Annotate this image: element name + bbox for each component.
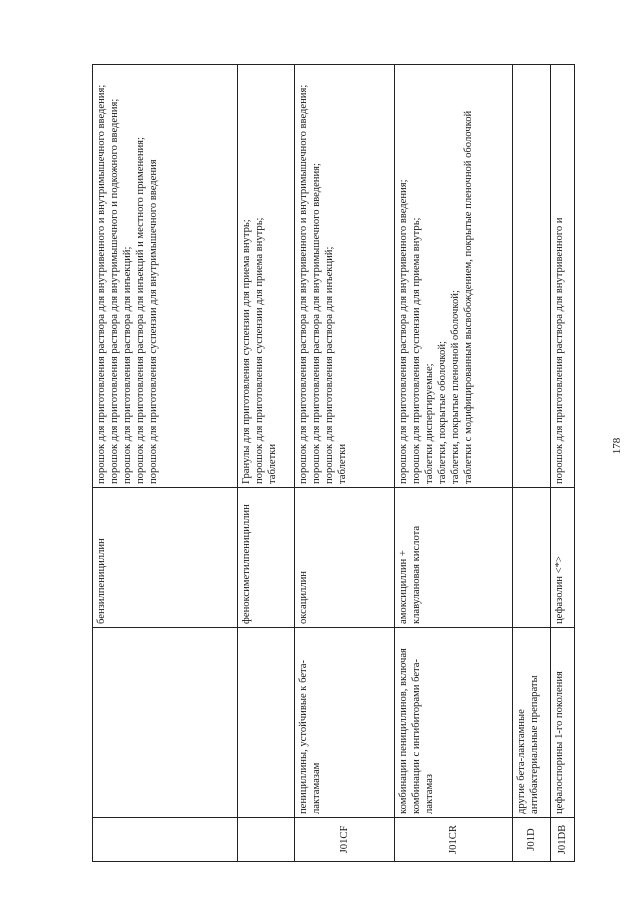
form-line: порошок для приготовления раствора для внутримышечного и подкожного введения; [109,98,120,484]
forms-cell [551,65,575,488]
forms-cell [395,65,513,488]
form-line: порошок для приготовления раствора для инъекций и местного применения; [135,137,146,484]
table-row [395,65,513,862]
form-line: таблетки диспергируемые; [424,363,435,484]
forms-cell [238,65,295,488]
group-cell: цефалоспорины 1-го поколения [551,628,575,818]
inn-cell: оксациллин [295,488,395,628]
inn-cell: цефазолин <*> [551,488,575,628]
atc-code-cell [238,818,295,862]
table-row [93,65,238,862]
form-line: таблетки с модифицированным высвобождением, покрытые пленочной оболочкой [463,110,474,484]
form-line: порошок для приготовления суспензии для приема внутрь; [254,217,265,484]
form-line: порошок для приготовления раствора для инъекций; [324,246,335,484]
forms-cell [295,65,395,488]
form-line: Гранулы для приготовления суспензии для приема внутрь; [241,219,252,484]
inn-cell: феноксиметилпенициллин [238,488,295,628]
rotated-page [92,65,568,862]
inn-cell [513,488,551,628]
drug-table [92,64,575,862]
form-line: таблетки, покрытые оболочкой; [437,341,448,484]
form-line: порошок для приготовления раствора для внутривенного введения; [398,179,409,484]
form-line: таблетки [267,443,278,484]
forms-cell [513,65,551,488]
form-line: таблетки [337,443,348,484]
atc-code-cell [93,818,238,862]
table-row [295,65,395,862]
form-line: порошок для приготовления раствора для инъекций; [122,246,133,484]
group-cell: комбинации пенициллинов, включая комбинации с ингибиторами бета-лактамаз [395,628,513,818]
form-line: порошок для приготовления суспензии для приема внутрь; [411,217,422,484]
group-cell [238,628,295,818]
inn-cell: амоксициллин + клавулановая кислота [395,488,513,628]
atc-code-cell: J01CF [295,818,395,862]
group-cell: пенициллины, устойчивые к бета-лактамазам [295,628,395,818]
form-line: порошок для приготовления раствора для внутривенного и [554,217,565,484]
form-line: порошок для приготовления суспензии для внутримышечного введения [148,159,159,484]
form-line: таблетки, покрытые пленочной оболочкой; [450,290,461,484]
table-row [513,65,551,862]
atc-code-cell: J01DB [551,818,575,862]
inn-cell: бензилпенициллин [93,488,238,628]
form-line: порошок для приготовления раствора для внутривенного и внутримышечного введения; [298,84,309,484]
form-line: порошок для приготовления раствора для внутримышечного введения; [311,163,322,484]
table-row [238,65,295,862]
group-cell: другие бета-лактамные антибактериальные препараты [513,628,551,818]
atc-code-cell: J01CR [395,818,513,862]
page-number: 178 [611,437,623,455]
group-cell [93,628,238,818]
forms-cell [93,65,238,488]
table-row [551,65,575,862]
form-line: порошок для приготовления раствора для внутривенного и внутримышечного введения; [96,84,107,484]
atc-code-cell: J01D [513,818,551,862]
